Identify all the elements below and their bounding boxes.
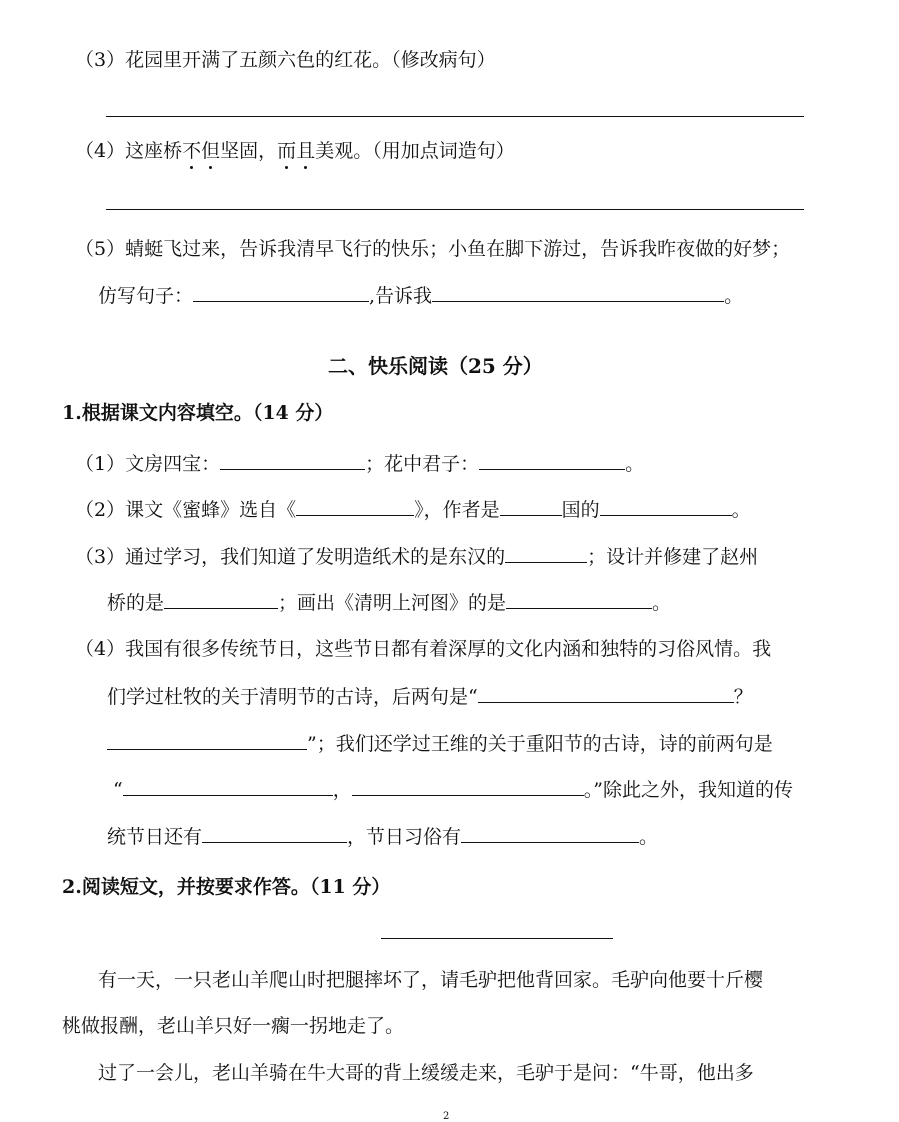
fill-blank[interactable] [164, 590, 278, 609]
dotted-word-char: 而 [277, 140, 297, 162]
question-4-text-post: 美观。（用加点词造句） [315, 140, 515, 162]
task-2-heading: 2.阅读短文，并按要求作答。（11 分） [62, 876, 391, 898]
item-3-text-a: 通过学习，我们知道了发明造纸术的是东汉的 [125, 546, 506, 568]
item-3-text-c: 桥的是 [107, 592, 165, 614]
item-3-number: （3） [75, 546, 126, 568]
imitation-end: 。 [724, 285, 744, 307]
item-4-line-5-text-c: 。 [639, 826, 659, 848]
fill-blank[interactable] [107, 731, 307, 750]
question-3-number: （3） [75, 49, 126, 71]
item-4-line-3-text: ”；我们还学过王维的关于重阳节的古诗，诗的前两句是 [307, 733, 773, 755]
answer-line-4[interactable] [106, 209, 804, 210]
question-3-text: 花园里开满了五颜六色的红花。（修改病句） [125, 49, 496, 71]
fill-blank[interactable] [220, 451, 365, 470]
task-1-item-3 [75, 544, 758, 569]
imitation-prompt: 仿写句子： [98, 285, 194, 307]
item-4-line-5-text-a: 统节日还有 [107, 826, 203, 848]
passage-paragraph-1: 有一天，一只老山羊爬山时把腿摔坏了，请毛驴把他背回家。毛驴向他要十斤樱 [98, 969, 764, 991]
question-4-text-mid: 坚固， [220, 140, 278, 162]
item-4-line-2-text: 们学过杜牧的关于清明节的古诗，后两句是“ [107, 686, 478, 708]
fill-blank[interactable] [123, 777, 333, 796]
item-2-text-a: 课文《蜜蜂》选自《 [125, 499, 297, 521]
dotted-word-char: 但 [201, 140, 221, 162]
open-quote: “ [113, 779, 123, 801]
question-5 [75, 237, 790, 261]
item-4-number: （4） [75, 638, 126, 660]
imitation-blank-1[interactable] [193, 283, 369, 302]
page-number: 2 [443, 1111, 450, 1122]
imitation-mid: ,告诉我 [369, 285, 433, 307]
question-4-number: （4） [75, 140, 126, 162]
question-4 [75, 139, 515, 163]
item-1-number: （1） [75, 453, 126, 475]
item-2-text-d: 。 [731, 499, 751, 521]
comma: ， [332, 779, 352, 801]
item-2-text-c: 国的 [561, 499, 600, 521]
task-1-item-1 [75, 451, 644, 476]
fill-blank[interactable] [505, 544, 587, 563]
answer-line-3[interactable] [106, 116, 804, 117]
dotted-word-char: 不 [182, 140, 202, 162]
fill-blank[interactable] [600, 497, 732, 516]
task-1-item-4-line-3 [107, 731, 773, 756]
task-1-item-4-line-5 [107, 824, 658, 849]
item-3-text-b: ；设计并修建了赵州 [587, 546, 759, 568]
dotted-word-char: 且 [296, 140, 316, 162]
question-5-imitation [98, 283, 743, 308]
item-2-text-b: 》，作者是 [414, 499, 500, 521]
task-1-item-2 [75, 497, 751, 522]
task-1-item-4-line-2 [107, 684, 753, 709]
question-5-text: 蜻蜓飞过来，告诉我清早飞行的快乐；小鱼在脚下游过，告诉我昨夜做的好梦； [125, 238, 791, 260]
question-5-number: （5） [75, 238, 126, 260]
fill-blank[interactable] [506, 590, 652, 609]
task-1-heading: 1.根据课文内容填空。（14 分） [62, 402, 334, 424]
item-1-text-b: ；花中君子： [365, 453, 480, 475]
fill-blank[interactable] [202, 824, 347, 843]
task-1-item-4-line-4 [113, 777, 793, 802]
passage-paragraph-2: 过了一会儿，老山羊骑在牛大哥的背上缓缓走来，毛驴于是问：“牛哥，他出多 [98, 1062, 754, 1084]
imitation-blank-2[interactable] [432, 283, 724, 302]
fill-blank[interactable] [479, 451, 625, 470]
section-title: 二、快乐阅读（25 分） [328, 354, 543, 378]
item-3-text-e: 。 [652, 592, 672, 614]
item-2-number: （2） [75, 499, 126, 521]
task-1-item-3-cont [107, 590, 671, 615]
item-1-text-a: 文房四宝： [125, 453, 221, 475]
fill-blank[interactable] [352, 777, 584, 796]
fill-blank[interactable] [461, 824, 639, 843]
item-4-line-2-end: ？ [733, 686, 753, 708]
task-1-item-4 [75, 637, 771, 661]
fill-blank[interactable] [296, 497, 414, 516]
item-1-text-c: 。 [625, 453, 645, 475]
passage-paragraph-1-cont: 桃做报酬，老山羊只好一瘸一拐地走了。 [62, 1015, 405, 1037]
item-4-line-4-text: 。”除此之外，我知道的传 [583, 779, 793, 801]
item-3-text-d: ；画出《清明上河图》的是 [278, 592, 507, 614]
passage-title-blank[interactable] [381, 938, 613, 939]
item-4-line-5-text-b: ，节日习俗有 [347, 826, 462, 848]
fill-blank[interactable] [478, 684, 734, 703]
question-3 [75, 48, 496, 72]
question-4-text-pre: 这座桥 [125, 140, 183, 162]
fill-blank[interactable] [500, 497, 562, 516]
item-4-line-1: 我国有很多传统节日，这些节日都有着深厚的文化内涵和独特的习俗风情。我 [125, 638, 772, 660]
